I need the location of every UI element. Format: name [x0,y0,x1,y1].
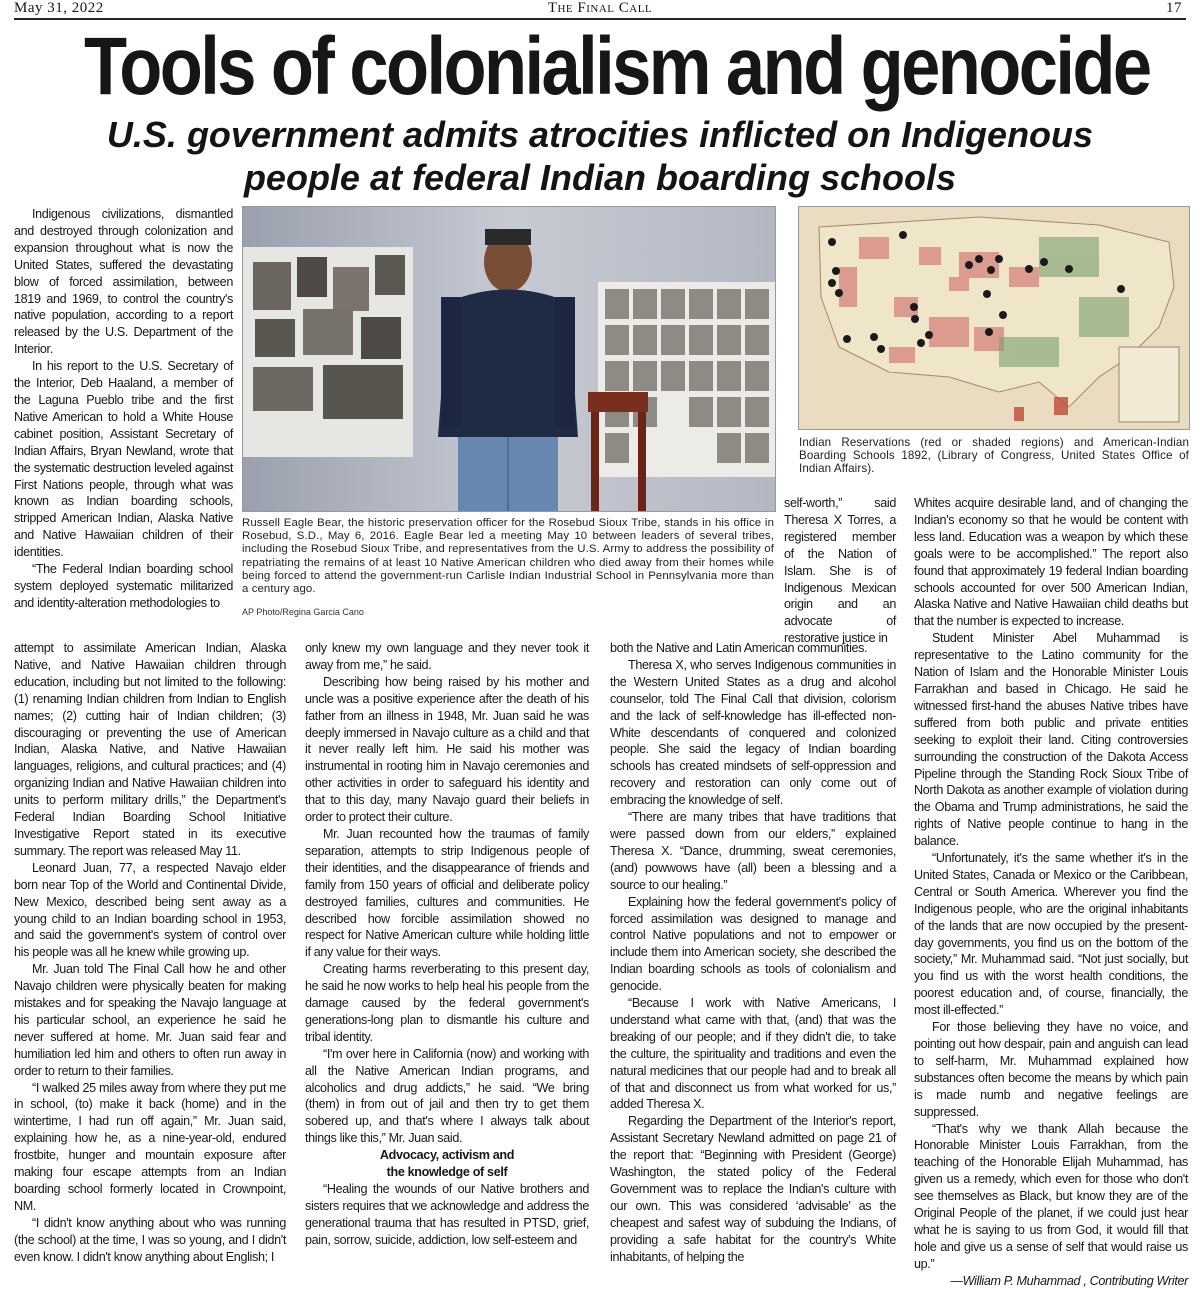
deck-line-1: U.S. government admits atrocities inflicted on Indigenous [106,114,1094,155]
paragraph: “Unfortunately, it's the same whether it's in the United States, Canada or Mexico or the Caribbean, Central or South America. Wherever you find the Indigenous people, who are the original inhabitants of the lands that are now occupied by the present-day governments, you find us on the bottom of the society,” Mr. Muhammad said. “Not just socially, but you find us with the worst health conditions, the poorest education and, of course, financially, the most ill-effected.” [914,851,1188,1018]
deck [0,113,1200,199]
map-caption: Indian Reservations (red or shaded regions) and American-Indian Boarding Schools 1892, (Library of Congress, United States Office of Indian Affairs). [799,436,1189,476]
paragraph: both the Native and Latin American communities. [610,641,868,655]
paragraph: “Because I work with Native Americans, I understand what came with that, (and) that was the breaking of our people; and if they didn't die, to take the culture, the spirituality and traditions and even the natural medicines that our people had and to break all of that and disconnect us from what worked for us,” added Theresa X. [610,996,896,1112]
paragraph: “That's why we thank Allah because the Honorable Minister Louis Farrakhan, from the teaching of the Honorable Elijah Muhammad, has given us a remedy, which even for those who don't see themselves as Black, but know they are of the Original People of the planet, if we could just hear what he is saying to us from God, it would fill that hole and give us a sense of self that would raise us up.” [914,1121,1188,1271]
paragraph: Mr. Juan told The Final Call how he and other Navajo children were physically beaten for making mistakes and for speaking the Navajo language at his particular school, an experience he said he never suffered at home. Mr. Juan said fear and humiliation led him and others to often run away in order to return to their families. [14,962,286,1078]
paragraph: “There are many tribes that have traditions that were passed down from our elders,” explained Theresa X. “Dance, drumming, sweat ceremonies, (and) powwows have (all) been a blessing and a source to our healing.” [610,810,896,892]
subhead-line-1: Advocacy, activism and [379,1148,515,1163]
subhead-line-2: the knowledge of self [386,1165,508,1180]
byline: —William P. Muhammad , Contributing Writer [950,1273,1188,1288]
header-rule [14,18,1186,20]
paragraph: “The Federal Indian boarding school system deployed systematic militarized and identity-alteration methodologies to [14,562,233,610]
paragraph: Describing how being raised by his mother and uncle was a positive experience after the death of his father from an illness in 1948, Mr. Juan said he was deeply immersed in Navajo culture as a child and that it never really left him. He said his mother was instrumental in rooting him in Navajo ceremonies and other activities in order to safeguard his identity and that to this day, many Navajo guard their beliefs in order to protect their culture. [305,674,589,825]
main-photo [242,206,776,512]
paragraph: In his report to the U.S. Secretary of the Interior, Deb Haaland, a member of the Laguna Pueblo tribe and the first Native American to hold a White House cabinet position, Assistant Secretary of Indian Affairs, Bryan Newland, wrote that the systematic destruction leveled against First Nations people, through what was known as Indian boarding schools, stripped American Indian, Alaska Native and Native Hawaiian children of their identities. [14,359,233,560]
paragraph: Creating harms reverberating to this present day, he said he now works to help heal his people from the damage caused by the federal government's generations-long plan to dismantle his culture and tribal identity. [305,962,589,1044]
page-number: 17 [1166,0,1182,16]
column-1 [14,640,286,1266]
headline: Tools of colonialism and genocide [84,21,1150,112]
paragraph: Explaining how the federal government's policy of forced assimilation was designed to manage and control Native populations and not to empower or include them into American society, she described the Indian boarding schools as tools of colonialism and genocide. [610,894,896,994]
photo-caption: Russell Eagle Bear, the historic preservation officer for the Rosebud Sioux Tribe, stands in his office in Rosebud, S.D., May 6, 2016. Eagle Bear led a meeting May 10 between leaders of several tribes, including the Rosebud Sioux Tribe, and representatives from the U.S. Army to address the possibility of repatriating the remains of at least 10 Native American children who died away from their homes while being forced to attend the government-run Carlisle Indian Industrial School in Pennsylvania more than a century ago. [242,517,774,596]
main-photo-image [243,207,775,511]
paragraph: “Healing the wounds of our Native brothers and sisters requires that we acknowledge and address the generational trauma that has resulted in PTSD, grief, pain, sorrow, suicide, addiction, low self-esteem and [305,1182,589,1247]
page-header [14,0,1186,20]
column-1-top [14,206,233,612]
map-graphic [799,207,1189,429]
paragraph: Whites acquire desirable land, and of changing the Indian's economy so that he would be content with less land. Education was a weapon by which these goals were to be accomplished.” The report also found that approximately 19 federal Indian boarding schools accounted for over 500 American Indian, Alaska Native and Native Hawaiian child deaths but that the number is expected to increase. [914,496,1188,629]
newspaper-name: The Final Call [547,0,653,16]
paragraph: For those believing they have no voice, and pointing out how despair, pain and anguish can lead to self-harm, Mr. Muhammad explained how substances often become the means by which pain is made numb and negative feelings are suppressed. [914,1020,1188,1119]
paragraph: only knew my own language and they never took it away from me,” he said. [305,641,589,672]
paragraph: “I walked 25 miles away from where they put me in school, (to) make it back (home) and in the wintertime, I had run off again,” Mr. Juan said, explaining how he, as a nine-year-old, endured frostbite, hunger and mountain exposure after making four escape attempts from an Indian boarding school formerly located in Crownpoint, NM. [14,1080,286,1213]
paragraph: Student Minister Abel Muhammad is representative to the Latino community for the Nation of Islam and the Honorable Minister Louis Farrakhan and based in Chicago. He said he witnessed first-hand the abuses Native tribes have suffered from both public and private entities seeking to exploit their land. Citing controversies surrounding the construction of the Dakota Access Pipeline through the Standing Rock Sioux Tribe of North Dakota as another example of violation during the Obama and Trump administrations, he said the rights of Native people continue to hang in the balance. [914,631,1188,849]
deck-line-2: people at federal Indian boarding schools [243,157,957,198]
paragraph: Leonard Juan, 77, a respected Navajo elder born near Top of the World and Continental Divide, New Mexico, described being sent away as a young child to an Indian boarding school in 1953, and said the government's system of control over his people was all he knew while growing up. [14,860,286,960]
paragraph: self-worth,” said Theresa X Torres, a registered member of the Nation of Islam. She is of Indigenous Mexican origin and an advocate of restorative justice in [784,496,896,646]
paragraph: Indigenous civilizations, dismantled and destroyed through colonization and expansion throughout what is now the United States, suffered the devastating blow of forced assimilation, between 1819 and 1969, to control the country's native population, according to a report released by the U.S. Department of the Interior. [14,207,233,357]
column-4 [914,495,1188,1290]
column-3-top [784,495,896,647]
paragraph: attempt to assimilate American Indian, Alaska Native, and Native Hawaiian children through education, including but not limited to the following: (1) renaming Indian children from Indian to English names; (2) cutting hair of Indian children; (3) discouraging or preventing the use of American Indian, Alaska Native, and Native Hawaiian languages, religions, and cultural practices; and (4) organizing Indian and Native Hawaiian children into units to perform military drills,” the Department's Federal Indian Boarding School Initiative Investigative Report stated in its executive summary. The report was released May 11. [14,641,286,858]
paragraph: “I'm over here in California (now) and working with all the Native American Indian programs, and alcoholics and drug addicts,” he said. “We bring (them) in from out of jail and then try to get them sobered up, and that's where I always talk about things like this,” Mr. Juan said. [305,1046,589,1146]
map-image [798,206,1190,430]
photo-credit: AP Photo/Regina Garcia Cano [242,607,364,617]
paragraph: Theresa X, who serves Indigenous communities in the Western United States as a drug and alcohol counselor, told The Final Call that division, colorism and the lack of self-knowledge has ill-effected non-White descendants of conquered and colonized people. She said the legacy of Indian boarding schools has created mindsets of self-oppression and recovery and restoration can only come out of embracing the knowledge of self. [610,657,896,808]
paragraph: Regarding the Department of the Interior's report, Assistant Secretary Newland admitted on page 21 of the report that: “Beginning with President (George) Washington, the stated policy of the Federal Government was to replace the Indian's culture with our own. This was considered ‘advisable’ as the cheapest and safest way of subduing the Indians, of providing a safe habitat for the country's White inhabitants, of helping the [610,1114,896,1264]
column-3 [610,640,896,1266]
issue-date: May 31, 2022 [14,0,104,16]
column-2 [305,640,589,1249]
paragraph: Mr. Juan recounted how the traumas of family separation, attempts to strip Indigenous people of their identities, and the disappearance of friends and family from 150 years of official and deliberate policy destroyed families, cultures and communities. He described how forcible assimilation showed no respect for Native American culture while holding little if any value for their ways. [305,826,589,960]
paragraph: “I didn't know anything about who was running (the school) at the time, I was so young, and I didn't even know. I didn't know anything about English; I [14,1215,286,1264]
